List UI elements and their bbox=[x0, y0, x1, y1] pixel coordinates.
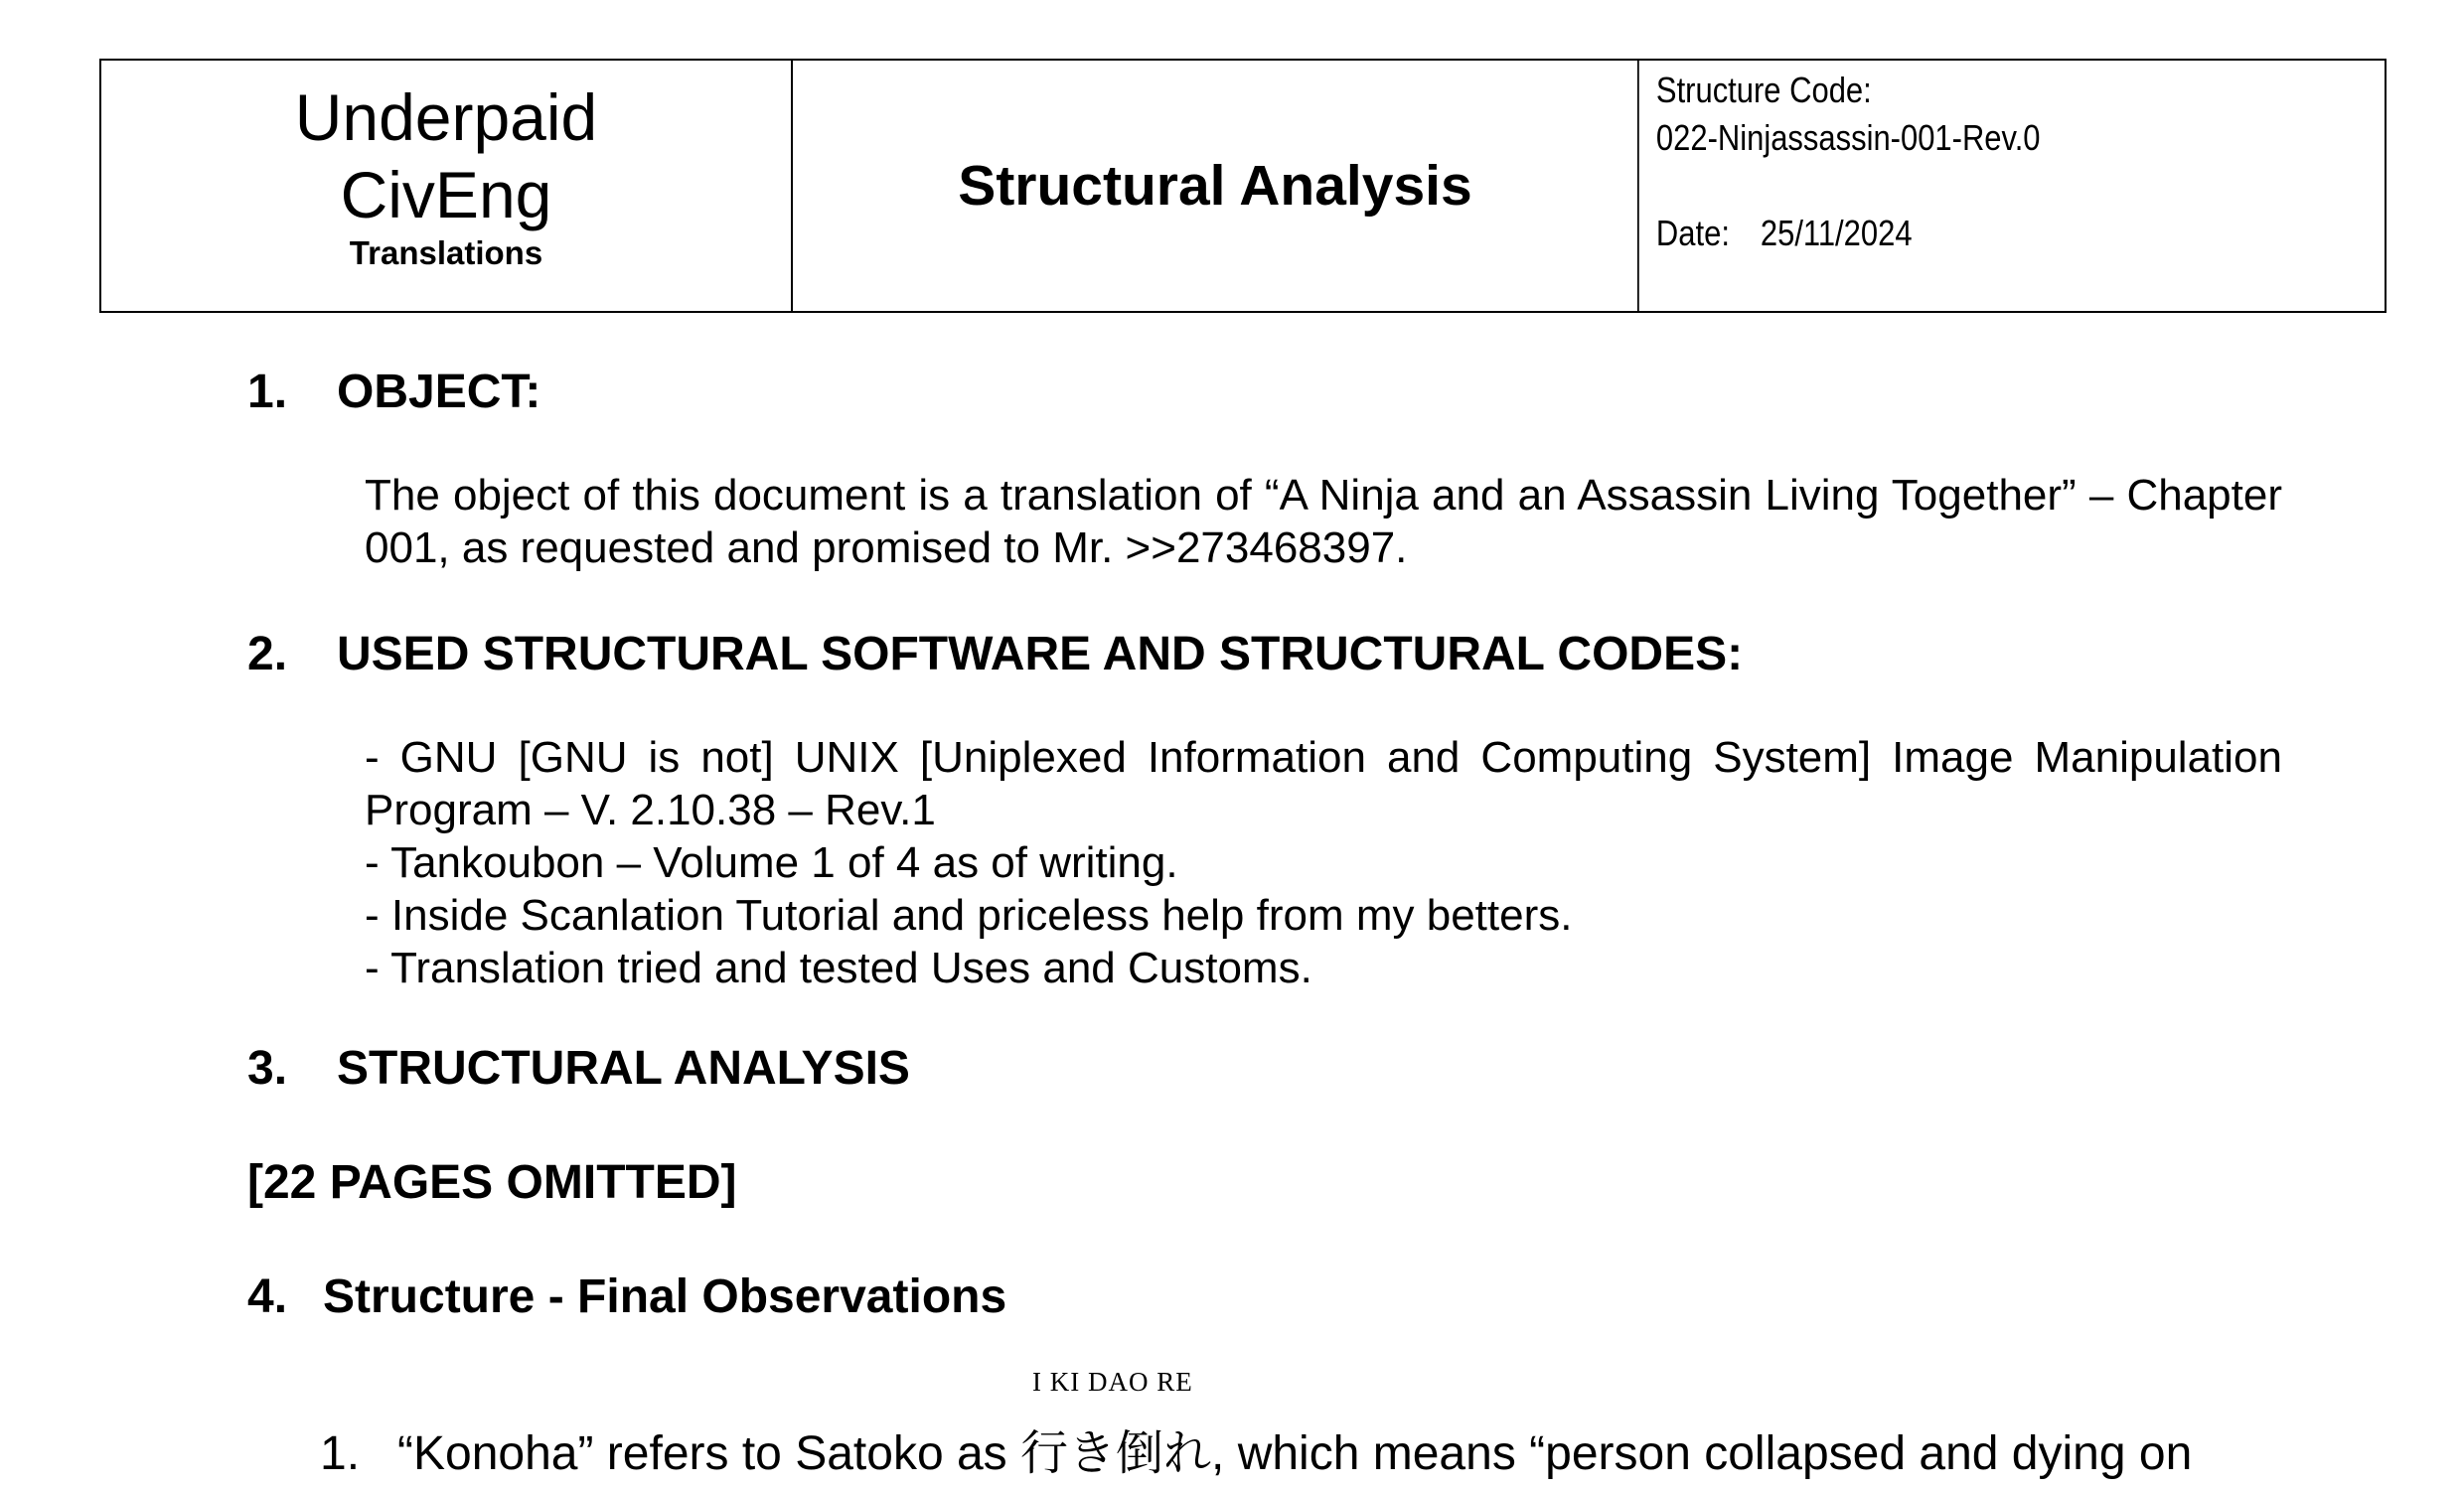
observation-number: 1. bbox=[320, 1427, 361, 1480]
section-title: OBJECT: bbox=[337, 366, 541, 418]
structure-code-value: 022-Ninjassassin-001-Rev.0 bbox=[1655, 117, 2041, 158]
logo-line-1: Underpaid bbox=[294, 80, 598, 154]
section-title: Structure - Final Observations bbox=[323, 1270, 1007, 1323]
section-number: 3. bbox=[247, 1042, 288, 1095]
observation-text-after: , which means “person collapsed and dying on bbox=[1211, 1427, 2193, 1480]
section-number: 1. bbox=[247, 366, 288, 418]
date-value: 25/11/2024 bbox=[1760, 213, 1913, 253]
structure-code-label: Structure Code: bbox=[1655, 70, 1872, 110]
date-row bbox=[1656, 210, 2280, 257]
japanese-text: 行き倒れ bbox=[1020, 1427, 1212, 1480]
date-label: Date: bbox=[1655, 213, 1730, 253]
list-item: - Inside Scanlation Tutorial and priceless help from my betters. bbox=[365, 891, 1573, 940]
omitted-pages-note: [22 PAGES OMITTED] bbox=[247, 1156, 737, 1209]
title-cell bbox=[791, 61, 1637, 311]
list-item: - GNU [GNU is not] UNIX [Uniplexed Information and Computing System] Image Manipulation Program – V. 2.10.38 – Rev.1 bbox=[365, 733, 2282, 834]
section-1-body: The object of this document is a translation of “A Ninja and an Assassin Living Together” – Chapter 001, as requested and promised to Mr. >>273468397. bbox=[365, 471, 2282, 572]
japanese-term bbox=[1020, 1367, 1212, 1483]
section-2-heading bbox=[247, 627, 1743, 681]
section-4-heading bbox=[247, 1269, 1006, 1324]
document-title: Structural Analysis bbox=[958, 154, 1472, 218]
section-title: USED STRUCTURAL SOFTWARE AND STRUCTURAL CODES: bbox=[337, 628, 1744, 680]
document-header bbox=[99, 59, 2387, 313]
section-1-heading bbox=[247, 365, 540, 419]
section-number: 2. bbox=[247, 628, 288, 680]
section-number: 4. bbox=[247, 1270, 288, 1323]
logo-subtitle: Translations bbox=[349, 234, 543, 271]
list-item: - Translation tried and tested Uses and Customs. bbox=[365, 944, 1312, 992]
logo-block bbox=[101, 61, 791, 311]
section-title: STRUCTURAL ANALYSIS bbox=[337, 1042, 910, 1095]
list-item: - Tankoubon – Volume 1 of 4 as of writing. bbox=[365, 838, 1178, 887]
section-3-heading bbox=[247, 1041, 910, 1096]
meta-cell bbox=[1637, 61, 2280, 311]
observation-item bbox=[320, 1367, 2406, 1483]
section-2-list bbox=[365, 731, 2282, 994]
logo-line-2: CivEng bbox=[340, 158, 552, 231]
observation-text-before: “Konoha” refers to Satoko as bbox=[397, 1427, 1020, 1480]
furigana: I KI DAO RE bbox=[1032, 1367, 1193, 1397]
